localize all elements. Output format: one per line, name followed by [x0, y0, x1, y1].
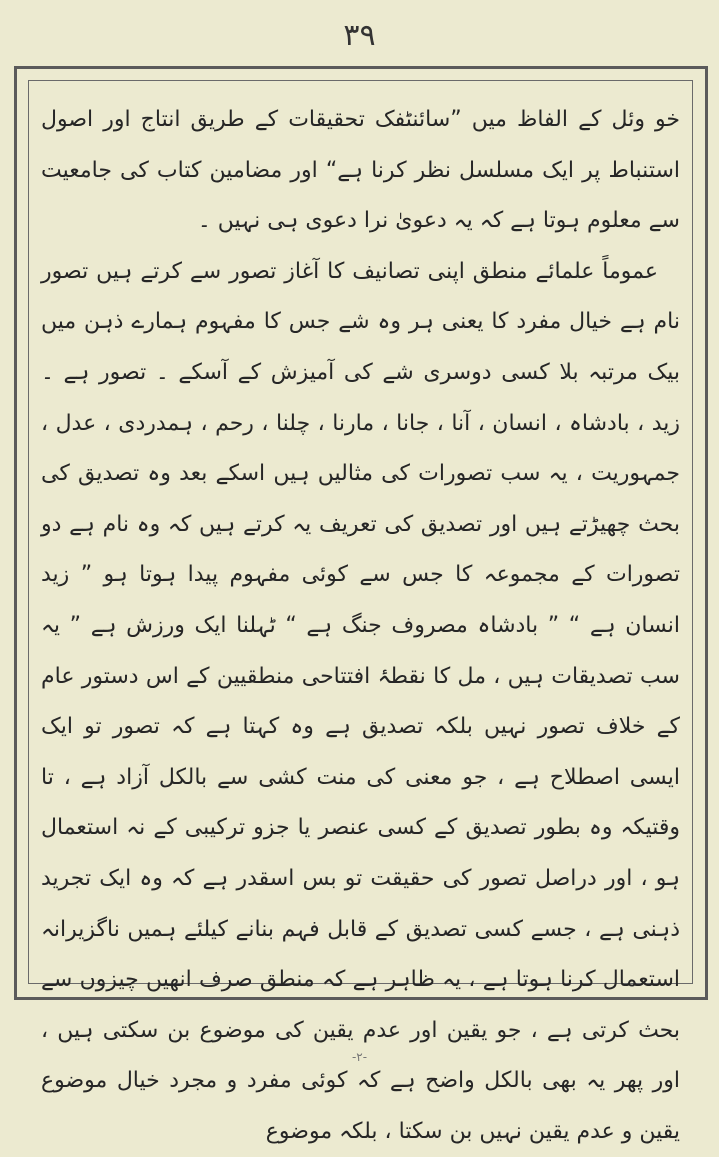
footer-mark: -۲-: [351, 1050, 368, 1064]
paragraph-2: عموماً علمائے منطق اپنی تصانیف کا آغاز تصور سے کرتے ہیں تصور نام ہے خیال مفرد کا یعنی ہر وہ شے جس کا مفہوم ہمارے ذہن میں بیک مرتبہ بلا کسی دوسری شے کی آمیزش کے آسکے ۔ تصور ہے ۔ زید ، بادشاہ ، انسان ، آنا ، جانا ، مارنا ، چلنا ، رحم ، ہمدردی ، عدل ، جمہوریت ، یہ سب تصورات کی مثالیں ہیں اسکے بعد وہ تصدیق کی بحث چھیڑتے ہیں اور تصدیق کی تعریف یہ کرتے ہیں کہ وہ نام ہے دو تصورات کے مجموعہ کا جس سے کوئی مفہوم پیدا ہوتا ہو ” زید انسان ہے “ ” بادشاہ مصروف جنگ ہے “ ٹہلنا ایک ورزش ہے ” یہ سب تصدیقات ہیں ، مل کا نقطۂ افتتاحی منطقیین کے اس دستور عام کے خلاف تصور نہیں بلکہ تصدیق ہے وہ کہتا ہے کہ تصور تو ایک ایسی اصطلاح ہے ، جو معنی کی منت کشی سے بالکل آزاد ہے ، تا وقتیکہ وہ بطور تصدیق کے کسی عنصر یا جزو ترکیبی کے نہ استعمال ہو ، اور دراصل تصور کی حقیقت تو بس اسقدر ہے کہ وہ ایک تجرید ذہنی ہے ، جسے کسی تصدیق کے قابل فہم بنانے کیلئے ہمیں ناگزیرانہ استعمال کرنا ہوتا ہے ، یہ ظاہر ہے کہ منطق صرف انھیں چیزوں سے بحث کرتی ہے ، جو یقین اور عدم یقین کی موضوع بن سکتی ہیں ، اور پھر یہ بھی بالکل واضح ہے کہ کوئی مفرد و مجرد خیال موضوع یقین و عدم یقین نہیں بن سکتا ، بلکہ موضوع: [41, 258, 680, 1144]
page-number: ۳۹: [343, 18, 376, 53]
text-frame: [28, 80, 693, 1144]
body-text: [41, 95, 680, 1144]
paragraph-1: خو وئل کے الفاظ میں ”سائنٹفک تحقیقات کے طریق انتاج اور اصول استنباط پر ایک مسلسل نظر کرنا ہے“ اور مضامین کتاب کی جامعیت سے معلوم ہوتا ہے کہ یہ دعویٰ نرا دعوی ہی نہیں ۔: [41, 107, 680, 234]
